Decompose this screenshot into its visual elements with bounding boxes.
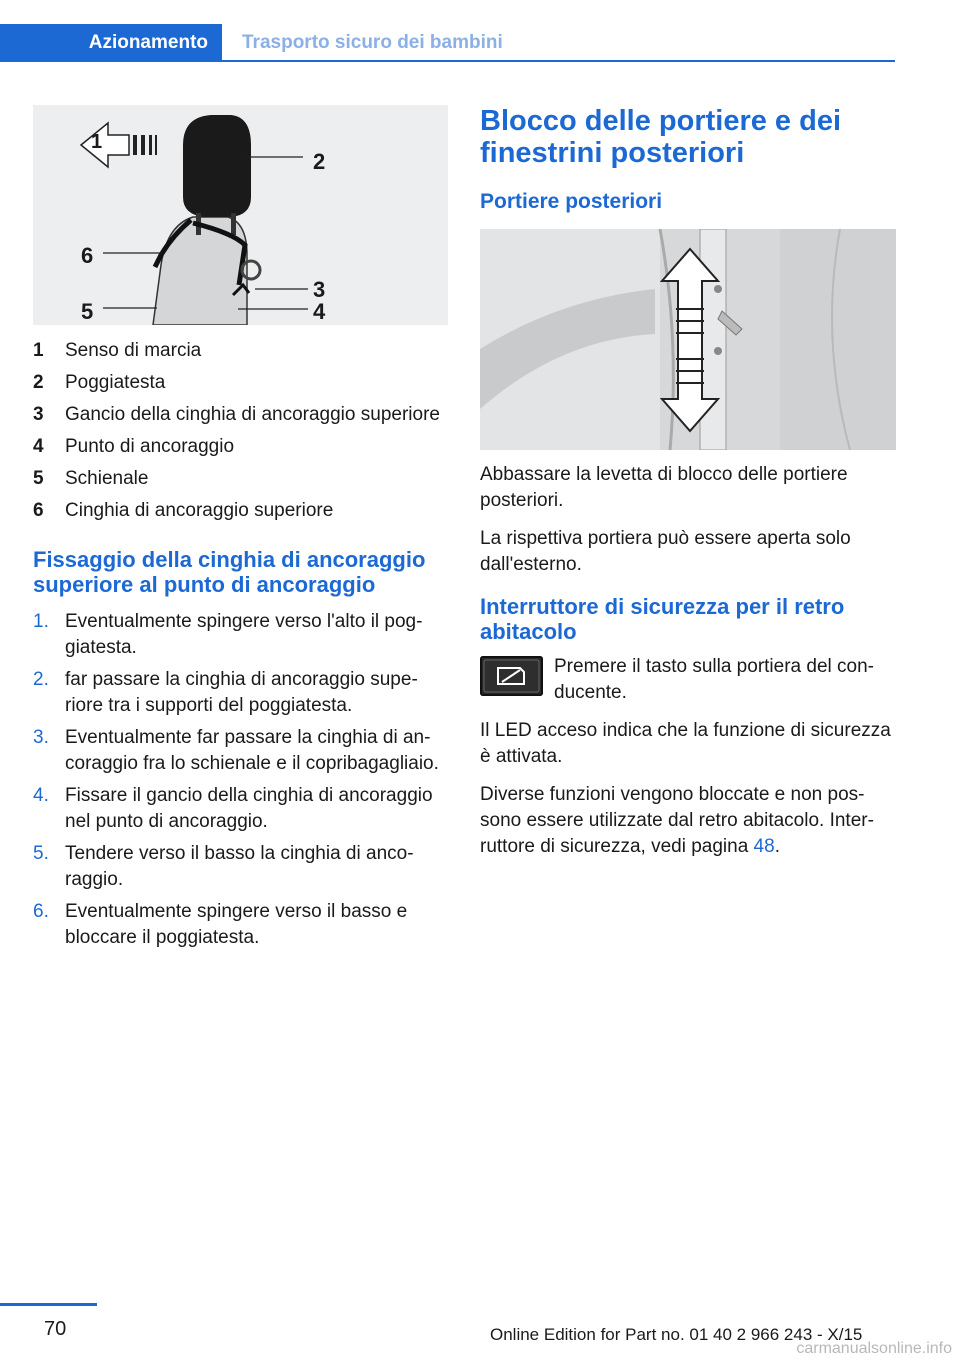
header-subsection-tab[interactable]: Trasporto sicuro dei bambini xyxy=(242,32,503,53)
legend-item xyxy=(33,467,448,491)
figure-label-3: 3 xyxy=(313,277,326,302)
legend-item xyxy=(33,435,448,459)
figure-label-5: 5 xyxy=(81,299,94,324)
legend-number: 6 xyxy=(33,500,44,521)
paragraph-led: Il LED acceso indica che la funzione di sicurezza è attivata. xyxy=(480,720,891,767)
step-number: 2. xyxy=(33,669,49,690)
page-number: 70 xyxy=(44,1318,67,1340)
footer-rule xyxy=(0,1303,97,1306)
legend-number: 3 xyxy=(33,404,44,425)
figure-label-2: 2 xyxy=(313,149,326,174)
page-link[interactable]: 48 xyxy=(753,836,775,857)
step-text: Fissare il gancio della cinghia di ancoraggio nel punto di ancoraggio. xyxy=(65,785,433,832)
step-number: 1. xyxy=(33,611,49,632)
step-text: Tendere verso il basso la cinghia di ancoraggio. xyxy=(65,843,414,890)
edition-note: Online Edition for Part no. 01 40 2 966 243 - X/15 xyxy=(490,1325,863,1344)
step-number: 6. xyxy=(33,901,49,922)
step-text: Eventualmente far passare la cinghia di ancoraggio fra lo schienale e il copribagagliaio. xyxy=(65,727,439,774)
step-number: 3. xyxy=(33,727,49,748)
watermark: carmanualsonline.info xyxy=(796,1340,952,1357)
paragraph-outside-only: La rispettiva portiera può essere aperta solo dall'esterno. xyxy=(480,528,851,575)
list-item xyxy=(33,609,448,661)
subtitle-rear-doors: Portiere posteriori xyxy=(480,190,663,213)
step-text: Eventualmente spingere verso il basso e bloccare il poggiatesta. xyxy=(65,901,408,948)
legend-text: Punto di ancoraggio xyxy=(65,436,235,457)
legend-text: Poggiatesta xyxy=(65,372,166,393)
door-lock-illustration xyxy=(480,229,896,450)
legend-number: 4 xyxy=(33,436,44,457)
window-lock-button-icon xyxy=(480,656,543,696)
list-item xyxy=(33,899,448,951)
header-section-tab[interactable]: Azionamento xyxy=(0,24,222,62)
step-number: 4. xyxy=(33,785,49,806)
list-item xyxy=(33,725,448,777)
page-title: Blocco delle portiere e dei finestrini posteriori xyxy=(480,105,841,169)
legend-number: 5 xyxy=(33,468,44,489)
button-instruction: Premere il tasto sulla portiera del conducente. xyxy=(554,656,874,703)
left-column xyxy=(33,105,448,957)
safety-button-row xyxy=(480,654,896,706)
steps-list xyxy=(33,609,448,951)
legend-text: Cinghia di ancoraggio superiore xyxy=(65,500,334,521)
functions-text: Diverse funzioni vengono bloccate e non possono essere utilizzate dal retro abitacolo. Interruttore di sicurezza, vedi pagina xyxy=(480,784,874,857)
figure-legend xyxy=(33,339,448,523)
legend-text: Senso di marcia xyxy=(65,340,202,361)
figure-label-1: 1 xyxy=(91,131,103,153)
figure-label-4: 4 xyxy=(313,299,326,324)
paragraph-lever: Abbassare la levetta di blocco delle portiere posteriori. xyxy=(480,464,848,511)
headrest-illustration xyxy=(33,105,448,325)
list-item xyxy=(33,783,448,835)
subtitle-safety-switch: Interruttore di sicurezza per il retro abitacolo xyxy=(480,594,845,644)
functions-period: . xyxy=(774,836,780,857)
legend-item xyxy=(33,371,448,395)
legend-item xyxy=(33,499,448,523)
figure-label-6: 6 xyxy=(81,243,94,268)
list-item xyxy=(33,841,448,893)
step-text: far passare la cinghia di ancoraggio superiore tra i supporti del poggiatesta. xyxy=(65,669,418,716)
legend-item xyxy=(33,403,448,427)
legend-number: 2 xyxy=(33,372,44,393)
header-rule xyxy=(0,60,895,62)
step-number: 5. xyxy=(33,843,49,864)
door-lock-photo xyxy=(480,229,896,450)
legend-number: 1 xyxy=(33,340,44,361)
right-column xyxy=(480,105,896,872)
legend-text: Schienale xyxy=(65,468,149,489)
paragraph-functions xyxy=(480,782,896,860)
legend-text: Gancio della cinghia di ancoraggio superiore xyxy=(65,404,440,425)
legend-item xyxy=(33,339,448,363)
step-text: Eventualmente spingere verso l'alto il poggiatesta. xyxy=(65,611,423,658)
section-title-fastening: Fissaggio della cinghia di ancoraggio superiore al punto di ancoraggio xyxy=(33,547,426,597)
list-item xyxy=(33,667,448,719)
